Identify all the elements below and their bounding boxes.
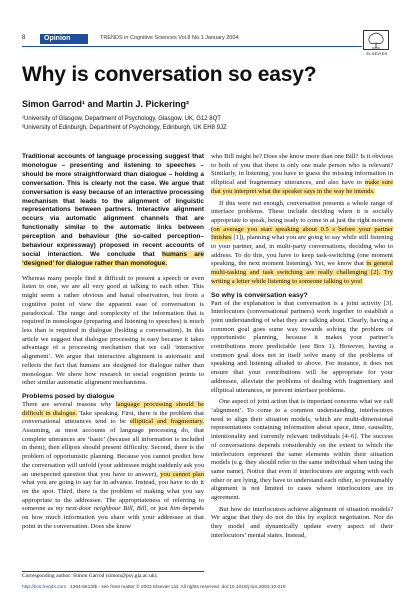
body-paragraph: There are several reasons why language processing should be difficult in dialogue. Take speaking. First, there is the problem that conversational utterances tend to be elliptical and fragmentary. Assuming, as most accounts of language processing do, that complete utterances are ‘basic’ (because all information is included in them), then ellipsis should present difficulty. Second, there is the problem of opportunistic planning. Because you cannot predict how the conversation will unfold (your addressee might suddenly ask you an unexpected question that you have to answer), you cannot plan what you are going to say far in advance. Instead, you have to do it on the spot. Third, there is the problem of making what you say appropriate to the addressee. The appropriateness of referring to someone as my next-door neighbour Bill, Bill, or just him depends on how much information you share with your addressee at that point in the conversation. Does she know (22, 400, 205, 530)
highlight: (on average you start speaking about 0.5 s before your partner finishes (211, 225, 393, 242)
logo-text: ELSEVIER (366, 51, 388, 56)
body-paragraph: If this were not enough, conversation presents a whole range of interface problems. These include deciding when it is socially appropriate to speak, being ready to come in at just the right moment (on average you start speaking about 0.5 s before your partner finishes [1]), planning what you are going to say while still listening to your partner, and, in multi-party conversations, deciding who to address. To do this, you have to keep task-switching (one moment speaking, the next moment listening). Yet, we know that in general multi-tasking and task switching are really challenging [2]. Try writing a letter while listening to someone talking to you! (211, 199, 393, 285)
abstract: Traditional accounts of language processing suggest that monologue – presenting and listening to speeches – should be more straightforward than dialogue – holding a conversation. This is clearly not the case. We argue that conversation is easy because of an interactive processing mechanism that leads to the alignment of linguistic representations between partners. Interactive alignment occurs via automatic alignment channels that are functionally similar to the automatic links between perception and behaviour (the so-called perception–behaviour expressway) proposed in recent accounts of social interaction. We conclude that humans are ‘designed’ for dialogue rather than monologue. (22, 153, 204, 267)
journal-info: TRENDS in Cognitive Sciences Vol.8 No.1 January 2004 (100, 35, 239, 41)
section-heading: Problems posed by dialogue (22, 392, 115, 400)
affiliation-1: ¹University of Glasgow, Department of Psychology, Glasgow, UK, G12 8QT (22, 116, 221, 122)
author-line: Simon Garrod¹ and Martin J. Pickering² (22, 99, 190, 109)
highlight: language processing should be difficult in dialogue. (22, 400, 204, 417)
body-paragraph: who Bill might be? Does she know more than one Bill? Is it obvious to both of you that there is only one male person who is relevant? Similarly, in listening, you have to guess the missing information in elliptical and fragmentary utterances, and also have to make sure that you interpret what the speaker says in the way he intends. (211, 153, 393, 195)
body-paragraph: One aspect of joint action that is important concerns what we call ‘alignment’. To come to a common understanding, interlocutors need to align their situation models, which are multi-dimensional representations containing information about space, time, causality, intentionality and currently relevant individuals [4–6]. The success of conversations depends considerably on the extent to which the interlocutors represent the same elements within their situation models (e.g. they should refer to the same individual when using the same name). Notice that even if interlocutors are arguing with each other or are lying, they have to understand each other, so presumably alignment is not limited to cases where interlocutors are in agreement. (211, 398, 393, 502)
highlight: elliptical and fragmentary. (129, 418, 205, 426)
affiliations (22, 115, 227, 133)
footer-url[interactable]: http://tics.trends.com (22, 585, 67, 590)
left-column (22, 153, 204, 534)
running-header (0, 35, 411, 45)
right-column (211, 153, 393, 544)
body-paragraph: Part of the explanation is that conversation is a joint activity [3]. Interlocutors (conversational partners) work together to establish a joint understanding of what they are talking about. Clearly, having a common goal goes some way towards solving the problem of opportunistic planning, because it makes your partner’s contributions more predictable (see Box 1). However, having a common goal does not in itself solve many of the problems of speaking and listening alluded to above. For instance, it does not ensure that your contributions will be appropriate for your addressee, alleviate the problems of dealing with fragmentary and elliptical utterances, or prevent interface problems. (211, 299, 393, 394)
header-rule (22, 46, 362, 47)
highlight: make sure that you interpret what the speaker says in the way he intends. (211, 179, 393, 195)
footer-issn: 1364-6613/$ - see front matter © 2003 Elsevier Ltd. All rights reserved. doi:10.1016/j.tics.2003.10.016 (70, 585, 286, 590)
page-footer (0, 585, 411, 593)
elsevier-tree-icon (363, 30, 389, 50)
highlight: in general multi-tasking and task switching are really challenging [2]. Try writing a letter while listening to someone talking to you! (211, 260, 393, 285)
affiliation-2: ²University of Edinburgh, Department of Psychology, Edinburgh, UK EH8 9JZ (22, 125, 227, 131)
intro-paragraph: Whereas many people find it difficult to present a speech or even listen to one, we are all very good at talking to each other. This might seem a rather obvious and banal observation, but from a cognitive point of view the apparent ease of conversation is paradoxical. The range and complexity of the information that is required in monologue (preparing and listening to speeches) is much less than is required in dialogue (holding a conversation). In this article we suggest that dialogue processing is easy because it takes advantage of a processing mechanism that we call ‘interactive alignment’. We argue that interactive alignment is automatic and reflects the fact that humans are designed for dialogue rather than monologue. We show how research in social cognition points to other similar automatic alignment mechanisms. (22, 274, 204, 387)
section-heading: So why is conversation easy? (211, 291, 308, 299)
section-tag: Opinion (40, 34, 88, 44)
footnote: Corresponding author: Simon Garrod (simon@psy.gla.ac.uk). (22, 571, 204, 579)
article-title: Why is conversation so easy? (22, 63, 317, 86)
highlight: you cannot plan (160, 470, 204, 478)
body-paragraph: But how do interlocutors achieve alignment of situation models? We argue that they do not do this by explicit negotiation. Nor do they model and dynamically update every aspect of their interlocutors’ mental states. Instead, (211, 505, 393, 539)
publisher-logo (363, 30, 391, 60)
page-number: 8 (22, 35, 26, 41)
highlight: humans are ‘designed’ for dialogue rather than monologue. (22, 250, 204, 267)
